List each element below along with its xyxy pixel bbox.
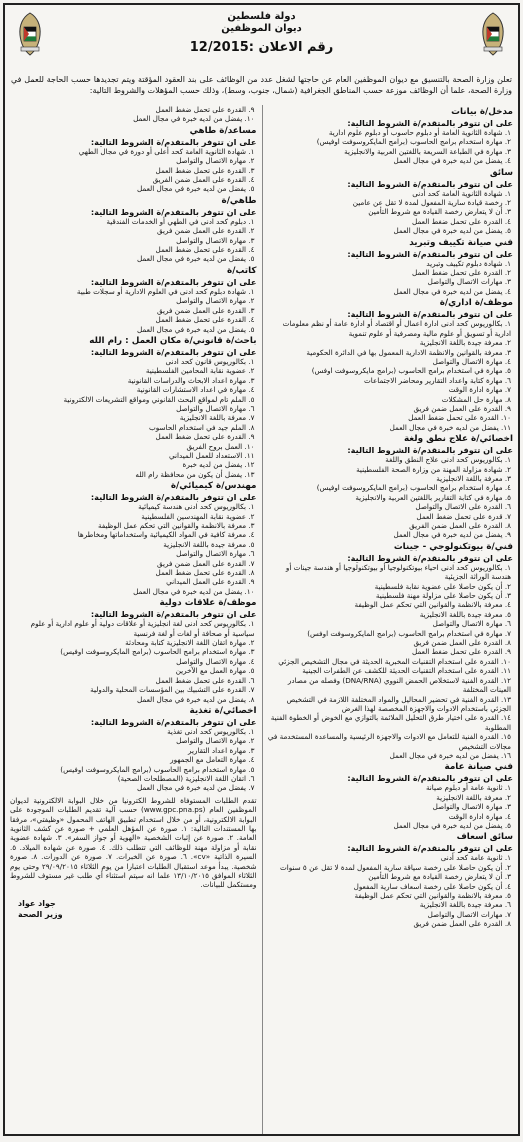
requirement-item: ٢. معرفة جيدة باللغة الانجليزية	[419, 338, 511, 348]
job-title: سائق	[489, 167, 513, 178]
requirement-item: ٩. يفضل من لديه خبرة في مجال العمل	[393, 530, 511, 540]
requirements-heading: على ان تتوفر بالمتقدم/ة الشروط التالية:	[90, 492, 257, 503]
requirement-item: ٣. مهارة الاتصال والتواصل	[176, 235, 255, 245]
job-section	[268, 542, 514, 761]
requirement-item: ٢. أن يكون حاصلا على رخصة سياقة سارية المفعول لمدة لا تقل عن ٥ سنوات	[279, 862, 511, 872]
requirement-item: ١. بكالوريوس كحد ادنى هندسة كيميائية	[138, 502, 255, 512]
signature-block	[10, 898, 257, 920]
requirement-item: ١. بكالوريوس كحد ادنى احياء بيوتكنولوجيا أو بيوتكنولوجيا أو هندسة جينات أو هندسة الوراثة الجزيئية	[285, 562, 511, 582]
requirement-item: ٥. معرفة بالانظمة والقوانين التي تحكم عمل الوظيفة	[354, 891, 511, 900]
requirement-item: ٥. مهارة في استخدام برامج الحاسوب (برامج مايكروسوفت اوفس)	[311, 366, 511, 376]
requirement-item: ٤. القدرة على تحمل ضغط العمل	[412, 216, 511, 226]
requirement-item: ٤. مهارة ادارة الوقت	[448, 811, 511, 821]
left-column-jobs	[10, 105, 257, 793]
requirement-item: ٦. القدرة على تحمل ضغط العمل	[155, 675, 255, 685]
requirement-item: ١٢. القدرة الفنية لاستخلاص الحمض النووي (DNA/RNA) وفصله من مصادر العينات المختلفة	[287, 675, 511, 695]
requirement-item: ١٤. القدرة على اختيار طرق التحليل الملائمة بالتوازي مع الخوض أو الخطوة الفنية المطلوبة	[270, 713, 511, 732]
requirement-item: ١١. القدرة على استخدام التقنيات الحديثة للكشف عن الطفرات الجينية	[302, 666, 511, 676]
job-title: فني صيانة تكييف وتبريد	[409, 237, 513, 248]
job-section	[10, 336, 257, 479]
requirement-item: ٦. اتقان اللغة الانجليزية (المصطلحات الصحية)	[117, 773, 255, 783]
requirement-item: ٢. القدرة على العمل ضمن فريق	[157, 226, 255, 236]
requirement-item: ٢. عضوية نقابة المحامين الفلسطينية	[145, 366, 255, 376]
requirement-item: ٧. معرفة باللغة الانجليزية	[179, 413, 255, 423]
requirements-heading: على ان تتوفر بالمتقدم/ة الشروط التالية:	[347, 552, 513, 563]
requirement-item: ٤. مهارة التعامل مع الجمهور	[170, 755, 255, 765]
notice-number: رقم الاعلان :12/2015	[189, 40, 334, 55]
job-title: كاتب/ة	[227, 265, 257, 276]
requirements-heading: على ان تتوفر بالمتقدم/ة الشروط التالية:	[347, 248, 513, 259]
requirement-item: ٦. القدرة على الاتصال والتواصل	[415, 502, 511, 512]
intro-paragraph: تعلن وزارة الصحة بالتنسيق مع ديوان الموظفين العام عن حاجتها لشغل عدد من الوظائف على بند العقود المؤقتة ويتم تجديدها حسب الحاجة للعمل في وزارة الصحة، علما أن الوظائف موزعة حسب المناطق الجغرافية (شمال، جنوب، وسط)، وذلك حسب المؤهلات والشروط التالية:	[11, 75, 512, 95]
requirement-item: ٦. معرفة جيدة باللغة الانجليزية	[419, 900, 511, 910]
requirement-item: ٣. أن يكون حاصلا على مزاولة مهنة فلسطينية	[375, 591, 511, 601]
requirement-item: ٢. مهارة الاتصال والتواصل	[176, 296, 255, 306]
job-section	[10, 598, 257, 704]
requirement-item: ٦. مهارة كتابة واعداد التقارير ومحاضر الاجتماعات	[364, 375, 511, 385]
requirement-item: ١٠. القدرة على استخدام التقنيات المخبرية الحديثة في مجال التشخيص الجزئي	[278, 656, 511, 666]
requirement-item: ٧. القدرة على التشبيك بين المؤسسات المحلية والدولية	[90, 685, 255, 695]
requirement-item: ١. شهادة الثانوية العامة كحد أعلى أو دورة في مجال الطهي	[78, 146, 255, 156]
requirement-item: ٩. القدرة على تحمل ضغط العمل	[155, 105, 255, 114]
requirement-item: ٣. القدرة على تحمل ضغط العمل	[155, 165, 255, 175]
requirement-item: ١٣. يفضل أن يكون من محافظة رام الله	[135, 469, 255, 479]
job-section	[268, 107, 514, 166]
requirement-item: ٤. مهارة الاتصال والتواصل	[432, 356, 511, 366]
requirement-item: ٤. القدرة على تحمل ضغط العمل	[155, 245, 255, 255]
requirement-item: ٤. القدرة على تحمل ضغط العمل	[155, 315, 255, 325]
job-section	[268, 168, 514, 236]
requirement-item: ٩. القدرة على العمل الميداني	[166, 577, 255, 587]
requirement-item: ٨. الملم جيد في استخدام الحاسوب	[149, 422, 255, 432]
job-title: باحث/ة قانوني/ة مكان العمل : رام الله	[89, 335, 257, 346]
requirement-item: ١. دبلوم كحد ادنى في الطهي أو الخدمات الفندقية	[106, 216, 255, 226]
requirement-item: ١. ثانوية عامة كحد أدنى	[440, 853, 511, 863]
job-section	[268, 762, 514, 830]
requirements-heading: على ان تتوفر بالمتقدم/ة الشروط التالية:	[90, 609, 257, 620]
requirement-item: ٧. قدرة على تحمل ضغط العمل	[416, 511, 511, 521]
signatory-name: جواد عواد	[18, 898, 56, 908]
palestine-emblem-icon	[476, 11, 510, 57]
requirement-item: ٨. القدرة على العمل ضمن فريق	[413, 919, 511, 929]
job-section	[10, 196, 257, 264]
requirement-item: ١. شهادة دبلوم كحد ادنى في العلوم الادارية أو سجلات طبية	[76, 286, 255, 296]
job-title: مدخل/ة بيانات	[451, 107, 513, 117]
requirement-item: ١. بكالوريوس كحد ادنى تغذية	[167, 726, 255, 736]
requirement-item: ٩. القدرة على العمل ضمن فريق	[413, 403, 511, 413]
requirement-item: ٤. مهارة استخدام برامج الحاسوب (برامج المايكروسوفت اوفيس)	[316, 483, 511, 493]
requirement-item: ٢. رخصة قيادة سارية المفعول لمدة لا تقل عن عامين	[352, 198, 511, 208]
application-notes: تقدم الطلبات المستوفاة للشروط الكترونيا من خلال البوابة الالكترونية لديوان الموظفين العام (www.gpc.pna.ps) حسب آلية تقديم الطلبات الموجودة على البوابة الالكترونية، أو من خلال استخدام تطبيق الهاتف المحمول «وظيفتي»، مرفقا بها المستندات التالية: ١. صورة عن المؤهل العلمي + صورة عن كشف الثانوية العامة. ٢. صورة عن إثبات الشخصية «الهوية أو جواز السفر». ٣. شهادة عضوية نقابة أو مزاولة مهنة للوظائف التي تتطلب ذلك. ٤. صورة عن شهادة الميلاد. ٥. السيرة الذاتية «cv». ٦. صورة عن الخبرات. ٧. صورة عن الدورات. ٨. صورة شخصية. يبدأ موعد استقبال الطلبات اعتبارا من يوم الثلاثاء ٢٩/٠٩/٢٠١٥ وحتى يوم الثلاثاء الموافق ١٣/١٠/٢٠١٥ علما انه سيتم استثناء أي طلب غير مستوف للشروط ومستكمل للبيانات.	[10, 795, 257, 890]
job-columns	[5, 105, 518, 1134]
job-title: موظف/ة اداري/ة	[439, 298, 513, 309]
requirement-item: ٥. مهارة في كتابة التقارير باللغتين العربية والانجليزية	[355, 492, 511, 502]
job-section	[268, 434, 514, 540]
requirement-item: ٦. مهارة الاتصال والتواصل	[176, 403, 255, 413]
requirement-item: ٤. يفضل من لديه خبرة في مجال العمل	[393, 156, 511, 166]
requirement-item: ٣. مهارة اعداد التقارير	[188, 745, 255, 755]
requirement-item: ١٠. يفضل من لديه خبرة في مجال العمل	[133, 114, 255, 124]
requirements-heading: على ان تتوفر بالمتقدم/ة الشروط التالية:	[347, 773, 513, 784]
job-section	[268, 298, 514, 432]
requirement-item: ٧. القدرة على العمل ضمن فريق	[157, 558, 255, 568]
requirement-item: ٧. يفضل من لديه خبرة في مجال العمل	[136, 783, 255, 793]
requirement-item: ٣. مهارة في الطباعة السريعة باللغتين العربية والانجليزية	[344, 146, 511, 156]
requirement-item: ١. شهادة الثانوية العامة كحد أدنى	[412, 188, 511, 198]
requirements-heading: على ان تتوفر بالمتقدم/ة الشروط التالية:	[90, 206, 257, 217]
header	[5, 5, 518, 81]
requirement-item: ٢. عضوية نقابة المهندسين الفلسطينية	[141, 511, 255, 521]
requirement-item: ١. شهادة الثانوية العامة أو دبلوم حاسوب أو دبلوم علوم ادارية	[328, 128, 511, 137]
requirement-item: ٦. مهارة الاتصال والتواصل	[432, 619, 511, 629]
requirement-item: ٥. معرفة جيدة باللغة الانجليزية	[419, 609, 511, 619]
requirement-item: ٤. معرفة بالانظمة والقوانين التي تحكم عمل الوظيفة	[354, 600, 511, 610]
job-title: فني/ة بيوتكنولوجي - جينات	[393, 541, 513, 552]
requirement-item: ١. بكالوريوس كحد ادنى لغة انجليزية أو علاقات دولية أو علوم ادارية أو علوم سياسية أو صحافة أو لغات أو لغة فرنسية	[30, 619, 255, 638]
requirements-heading: على ان تتوفر بالمتقدم/ة الشروط التالية:	[347, 309, 513, 320]
announcement-page	[3, 3, 520, 1136]
requirement-item: ١١. الاستعداد للعمل الميداني	[168, 450, 255, 460]
requirements-heading: على ان تتوفر بالمتقدم/ة الشروط التالية:	[90, 346, 257, 357]
requirements-heading: على ان تتوفر بالمتقدم/ة الشروط التالية:	[347, 118, 513, 128]
job-title: طاهي/ة	[221, 195, 257, 206]
requirement-item: ٢. أن يكون حاصلا على عضوية نقابة فلسطينية	[374, 581, 511, 591]
requirement-item: ٢. مهارة اتقان اللغة الانجليزية كتابة ومحادثة	[125, 638, 255, 648]
job-title: اخصائي/ة تغذية	[189, 705, 257, 716]
job-section	[10, 126, 257, 194]
state-name: دولة فلسطين	[227, 11, 296, 22]
requirement-item: ٢. شهادة مزاولة المهنة من وزارة الصحة الفلسطينية	[356, 464, 511, 474]
requirement-item: ٥. مهارة استخدام برامج الحاسوب (برامج المايكروسوفت اوفيس)	[60, 764, 255, 774]
requirement-item: ٢. مهارة الاتصال والتواصل	[176, 156, 255, 166]
requirement-item: ٣. القدرة على العمل ضمن فريق	[157, 305, 255, 315]
requirement-item: ٨. مهارة حل المشكلات	[441, 394, 511, 404]
job-section	[10, 706, 257, 793]
requirement-item: ٥. يفضل من لديه خبرة في مجال العمل	[136, 324, 255, 334]
requirements-heading: على ان تتوفر بالمتقدم/ة الشروط التالية:	[347, 178, 513, 189]
requirement-item: ٧. مهارة ادارة الوقت	[448, 385, 511, 395]
requirement-item: ١٥. القدرة الفنية للتعامل مع الادوات والاجهزة الرئيسية والمساعدة المستخدمة في مجالات التشخيص	[267, 732, 511, 751]
requirement-item: ٢. مهارة استخدام برامج الحاسوب (برامج المايكروسوفت اوفيس)	[316, 137, 511, 147]
requirement-item: ٦. مهارة الاتصال والتواصل	[176, 549, 255, 559]
requirement-item: ٥. الملم تام لمواقع البحث القانوني ومواقع التشريعات الالكترونية	[63, 394, 255, 404]
requirement-item: ٢. القدرة على تحمل ضغط العمل	[412, 268, 511, 278]
requirement-item: ٨. القدرة على العمل ضمن الفريق	[409, 521, 511, 530]
requirement-item: ٧. مهارات الاتصال والتواصل	[427, 909, 511, 919]
requirement-item: ٣. مهارة استخدام برامج الحاسوب (برامج المايكروسوفت اوفيس)	[60, 647, 255, 657]
job-title: موظف/ة علاقات دولية	[159, 598, 257, 609]
requirement-item: ٨. يفضل من لديه خبرة في مجال العمل	[136, 694, 255, 704]
requirement-item: ٣. معرفة بالقوانين والانظمة الادارية المعمول بها في الدائرة الحكومية	[306, 347, 511, 357]
requirement-item: ٣. معرفة بالانظمة والقوانين التي تحكم عمل الوظيفة	[98, 521, 255, 530]
requirements-heading: على ان تتوفر بالمتقدم/ة الشروط التالية:	[90, 716, 257, 727]
job-title: مساعد/ة طاهي	[189, 125, 257, 136]
requirement-item: ٥. يفضل من لديه خبرة في مجال العمل	[136, 254, 255, 264]
signatory-title: وزير الصحة	[18, 909, 63, 919]
requirement-item: ٥. معرفة جيدة باللغة الانجليزية	[163, 539, 255, 549]
requirement-item: ١٦. يفضل من لديه خبرة في مجال العمل	[389, 750, 511, 760]
requirement-item: ٣. مهارات الاتصال والتواصل	[427, 277, 511, 287]
requirement-item: ٨. القدرة على تحمل ضغط العمل	[155, 568, 255, 578]
requirement-item: ٤. مهارة في اعداد الاستشارات القانونية	[136, 385, 255, 395]
requirement-item: ٣. مهارة الاتصال والتواصل	[432, 802, 511, 812]
bureau-name: ديوان الموظفين	[221, 23, 302, 34]
requirement-item: ٨. القدرة على العمل ضمن فريق	[413, 638, 511, 648]
requirement-item: ٣. أن لا يتعارض رخصة القيادة مع شروط التأمين	[368, 872, 511, 882]
requirement-item: ٤. معرفة كافية في المواد الكيميائية واستخداماتها ومخاطرها	[77, 530, 255, 540]
requirements-heading: على ان تتوفر بالمتقدم/ة الشروط التالية:	[347, 445, 513, 456]
requirement-item: ٤. يفضل من لديه خبرة في مجال العمل	[393, 286, 511, 296]
left-column	[5, 105, 262, 1134]
requirement-item: ٣. مهارة اعداد الابحاث والدراسات القانونية	[127, 375, 255, 385]
job-title: فني صيانة عامة	[444, 762, 513, 773]
requirement-item: ١. ثانوية عامة أو دبلوم صيانة	[425, 783, 511, 793]
job-section	[268, 238, 514, 297]
requirement-item: ٩. القدرة على تحمل ضغط العمل	[155, 432, 255, 442]
requirement-item: ٣. أن لا يتعارض رخصة القيادة مع شروط التأمين	[368, 207, 511, 217]
requirement-item: ١. شهادة دبلوم تكييف وتبريد	[426, 258, 511, 268]
requirement-item: ٥. يفضل من لديه خبرة في مجال العمل	[393, 820, 511, 830]
requirement-item: ٢. مهارة الاتصال والتواصل	[176, 736, 255, 746]
requirement-item: ١٢. يفضل من لديه خبرة	[182, 460, 255, 470]
job-title: سائق اسعاف	[456, 832, 513, 843]
requirement-item: ٥. يفضل من لديه خبرة في مجال العمل	[393, 226, 511, 236]
requirement-item: ٥. مهارة العمل مع الآخرين	[175, 666, 255, 676]
job-title: مهندس/ة كيميائي/ة	[170, 481, 257, 492]
job-section	[10, 481, 257, 596]
requirements-heading: على ان تتوفر بالمتقدم/ة الشروط التالية:	[90, 276, 257, 287]
requirement-item: ٤. القدرة على العمل ضمن الفريق	[152, 175, 255, 185]
requirement-item: ١٠. القدرة على تحمل ضغط العمل	[408, 413, 511, 423]
requirement-item: ٧. مهارة في استخدام برامج الحاسوب (برامج المايكروسوفت اوفس)	[307, 628, 511, 638]
job-section	[10, 105, 257, 124]
requirement-item: ٤. مهارة الاتصال والتواصل	[176, 656, 255, 666]
right-column	[262, 105, 519, 1134]
job-section	[10, 266, 257, 334]
requirement-item: ٢. معرفة باللغة الانجليزية	[436, 792, 511, 802]
requirements-heading: على ان تتوفر بالمتقدم/ة الشروط التالية:	[347, 843, 513, 854]
requirement-item: ١. بكالوريوس كحد ادنى ادارة اعمال أو اقتصاد أو ادارة عامة أو نظم معلومات ادارية أو تسويق أو علوم مالية ومصرفية أو علوم تنموية	[282, 319, 511, 338]
requirement-item: ١٠. العمل بروح الفريق	[186, 441, 255, 451]
requirement-item: ٤. أن يكون حاصلا على رخصة اسعاف سارية المفعول	[353, 881, 511, 891]
job-section	[268, 832, 514, 928]
requirement-item: ١. بكالوريوس كحد ادنى علاج النطق واللغة	[385, 455, 511, 465]
requirements-heading: على ان تتوفر بالمتقدم/ة الشروط التالية:	[90, 136, 257, 147]
requirement-item: ٣. معرفة باللغة الانجليزية	[436, 473, 511, 483]
requirement-item: ١. بكالوريوس قانون كحد ادنى	[165, 356, 255, 366]
requirement-item: ١٠. يفضل من لديه خبرة في مجال العمل	[133, 586, 255, 596]
requirement-item: ١٣. القدرة الفنية في تحضير المحاليل والمواد المختلفة اللازمة في التشخيص الجزئي باستخدام الادوات والاجهزة المخصصة لهذا الغرض	[286, 694, 511, 713]
palestine-emblem-icon	[13, 11, 47, 57]
requirement-item: ٥. يفضل من لديه خبرة في مجال العمل	[136, 184, 255, 194]
requirement-item: ٩. القدرة على تحمل ضغط العمل	[412, 647, 511, 657]
requirement-item: ١١. يفضل من لديه خبرة في مجال العمل	[389, 422, 511, 432]
job-title: اخصائي/ة علاج نطق ولغة	[403, 434, 513, 445]
